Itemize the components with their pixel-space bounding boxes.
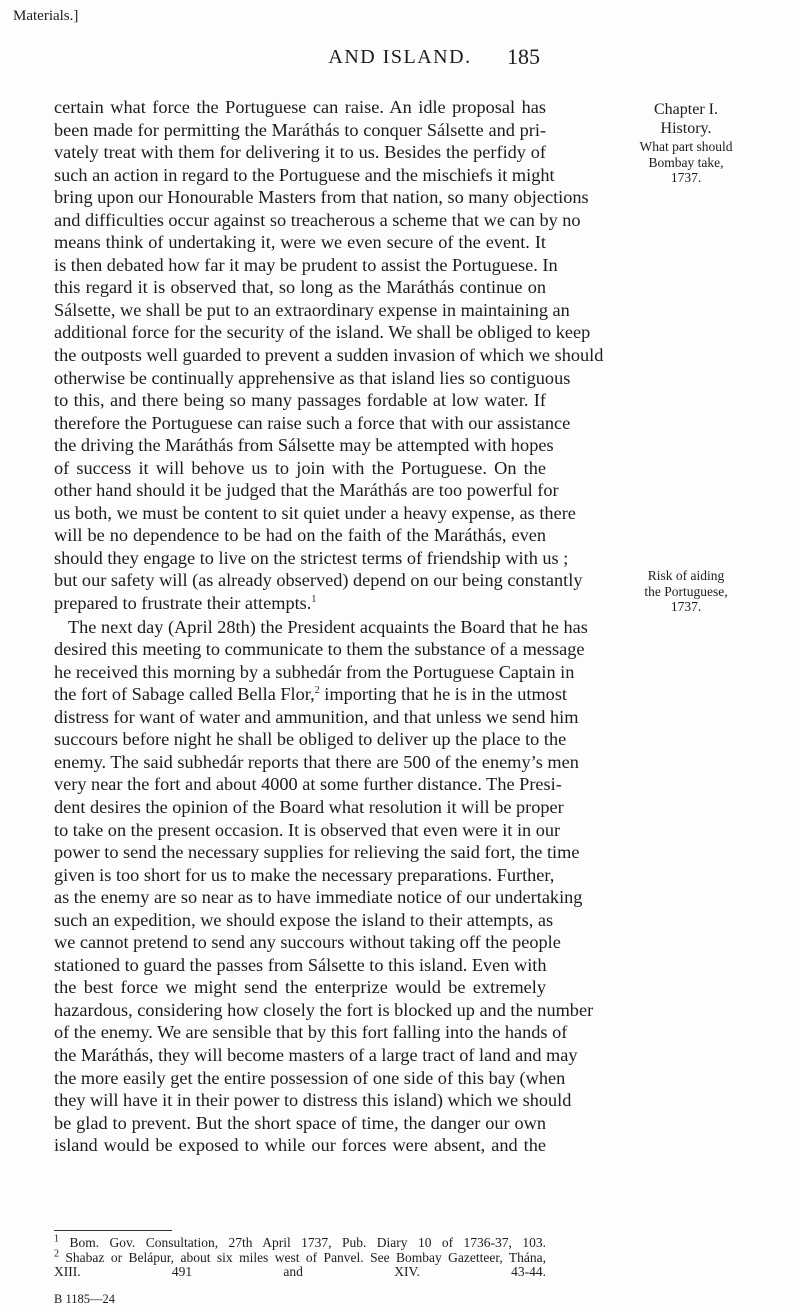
page-number: 185 <box>507 44 540 69</box>
text-line: us both, we must be content to sit quiet under a heavy expense, as there <box>54 502 576 523</box>
footnote-2 <box>54 1248 546 1266</box>
text-line: we cannot pretend to send any succours without taking off the people <box>54 932 561 953</box>
text-line: he received this morning by a subhedár from the Portuguese Captain in <box>54 661 575 682</box>
text-line: the outposts well guarded to prevent a sudden invasion of which we should <box>54 345 604 366</box>
text-line: the driving the Maráthás from Sálsette may be attempted with hopes <box>54 435 554 456</box>
chapter-label: Chapter I. <box>654 101 718 118</box>
text-line: bring upon our Honourable Masters from that nation, so many objections <box>54 187 589 208</box>
text-line: succours before night he shall be obliged to deliver up the place to the <box>54 729 567 750</box>
text-line: the best force we might send the enterprize would be extremely <box>54 977 546 998</box>
text-line: to this, and there being so many passages fordable at low water. If <box>54 390 546 411</box>
text-line: vately treat with them for delivering it to us. Besides the perfidy of <box>54 142 546 163</box>
text-line: given is too short for us to make the necessary preparations. Further, <box>54 864 555 885</box>
margin-note-line: Risk of aiding <box>647 568 725 583</box>
margin-note-chapter <box>582 100 790 186</box>
text-line: be glad to prevent. But the short space of time, the danger our own <box>54 1112 546 1133</box>
text-line: is then debated how far it may be prudent to assist the Portuguese. In <box>54 254 558 275</box>
margin-note-line: 1737. <box>670 599 702 614</box>
margin-note-line: 1737. <box>670 170 702 185</box>
text-line-content: prepared to frustrate their attempts. <box>54 593 312 614</box>
margin-note-line: What part should <box>639 139 733 154</box>
text-line: dent desires the opinion of the Board what resolution it will be proper <box>54 796 564 817</box>
body-text <box>54 96 604 1157</box>
footnotes <box>54 1233 546 1280</box>
margin-note-risk <box>582 568 790 615</box>
text-line: distress for want of water and ammunition, and that unless we send him <box>54 706 579 727</box>
text-line <box>54 683 568 706</box>
text-line: as the enemy are so near as to have immediate notice of our undertaking <box>54 887 583 908</box>
footnote-mark: 1 <box>54 1233 59 1245</box>
text-line: additional force for the security of the island. We shall be obliged to keep <box>54 322 591 343</box>
section-history-label: History. <box>660 120 712 137</box>
text-line: The next day (April 28th) the President acquaints the Board that he has <box>68 616 588 637</box>
text-line: to take on the present occasion. It is observed that even were it in our <box>54 819 561 840</box>
text-line: certain what force the Portuguese can raise. An idle proposal has <box>54 97 546 117</box>
text-line-content: the fort of Sabage called Bella Flor, <box>54 684 315 705</box>
text-line: will be no dependence to be had on the faith of the Maráthás, even <box>54 525 546 546</box>
text-line: of the enemy. We are sensible that by this fort falling into the hands of <box>54 1022 568 1043</box>
margin-note-line: Bombay take, <box>648 154 724 170</box>
text-line: and difficulties occur against so treacherous a scheme that we can by no <box>54 209 581 230</box>
text-line: such an expedition, we should expose the island to their attempts, as <box>54 909 554 930</box>
text-line: such an action in regard to the Portuguese and the mischiefs it might <box>54 164 555 185</box>
footnote-mark: 2 <box>54 1248 59 1259</box>
text-line: desired this meeting to communicate to them the substance of a message <box>54 639 585 660</box>
running-title: AND ISLAND. <box>328 46 472 68</box>
text-line: otherwise be continually apprehensive as that island lies so contiguous <box>54 367 571 388</box>
text-line <box>54 592 546 615</box>
footnote-2-continued: XIII. 491 and XIV. 43-44. <box>54 1264 546 1279</box>
text-line: means think of undertaking it, were we even secure of the event. It <box>54 232 546 253</box>
text-line: other hand should it be judged that the Maráthás are too powerful for <box>54 480 559 501</box>
text-line: the more easily get the entire possession of one side of this bay (when <box>54 1067 566 1088</box>
text-line: been made for permitting the Maráthás to conquer Sálsette and pri- <box>54 119 546 140</box>
text-line: enemy. The said subhedár reports that there are 500 of the enemy’s men <box>54 751 579 772</box>
text-line: this regard it is observed that, so long as the Maráthás continue on <box>54 277 546 298</box>
text-line: the Maráthás, they will become masters of a large tract of land and may <box>54 1044 578 1065</box>
text-line: very near the fort and about 4000 at some further distance. The Presi- <box>54 774 562 795</box>
footnote-text: Shabaz or Belápur, about six miles west of Panvel. See Bombay Gazetteer, Thána, <box>65 1249 546 1265</box>
text-line: stationed to guard the passes from Sálsette to this island. Even with <box>54 954 547 975</box>
text-line: therefore the Portuguese can raise such a force that with our assistance <box>54 412 571 433</box>
paragraph-1 <box>54 96 604 615</box>
text-line-content: importing that he is in the utmost <box>319 684 568 705</box>
footnote-1 <box>54 1233 546 1251</box>
printer-signature: B 1185—24 <box>54 1292 115 1306</box>
paragraph-2 <box>54 616 594 1157</box>
margin-note-line: the Portuguese, <box>644 583 728 599</box>
footnote-ref-2: 2 <box>314 685 320 697</box>
text-line: power to send the necessary supplies for relieving the said fort, the time <box>54 842 580 863</box>
text-line: should they engage to live on the strictest terms of friendship with us ; <box>54 547 569 568</box>
footnote-divider <box>54 1230 172 1231</box>
text-line: island would be exposed to while our forces were absent, and the <box>54 1135 546 1156</box>
section-label: Materials.] <box>13 8 79 24</box>
footnote-ref-1: 1 <box>311 593 317 605</box>
text-line: hazardous, considering how closely the fort is blocked up and the number <box>54 999 594 1020</box>
text-line: they will have it in their power to distress this island) which we should <box>54 1090 572 1111</box>
text-line: but our safety will (as already observed) depend on our being constantly <box>54 570 583 591</box>
text-line: of success it will behove us to join with the Portuguese. On the <box>54 457 546 478</box>
footnote-text: Bom. Gov. Consultation, 27th April 1737, Pub. Diary 10 of 1736-37, 103. <box>69 1235 546 1250</box>
text-line: Sálsette, we shall be put to an extraordinary expense in maintaining an <box>54 299 570 320</box>
